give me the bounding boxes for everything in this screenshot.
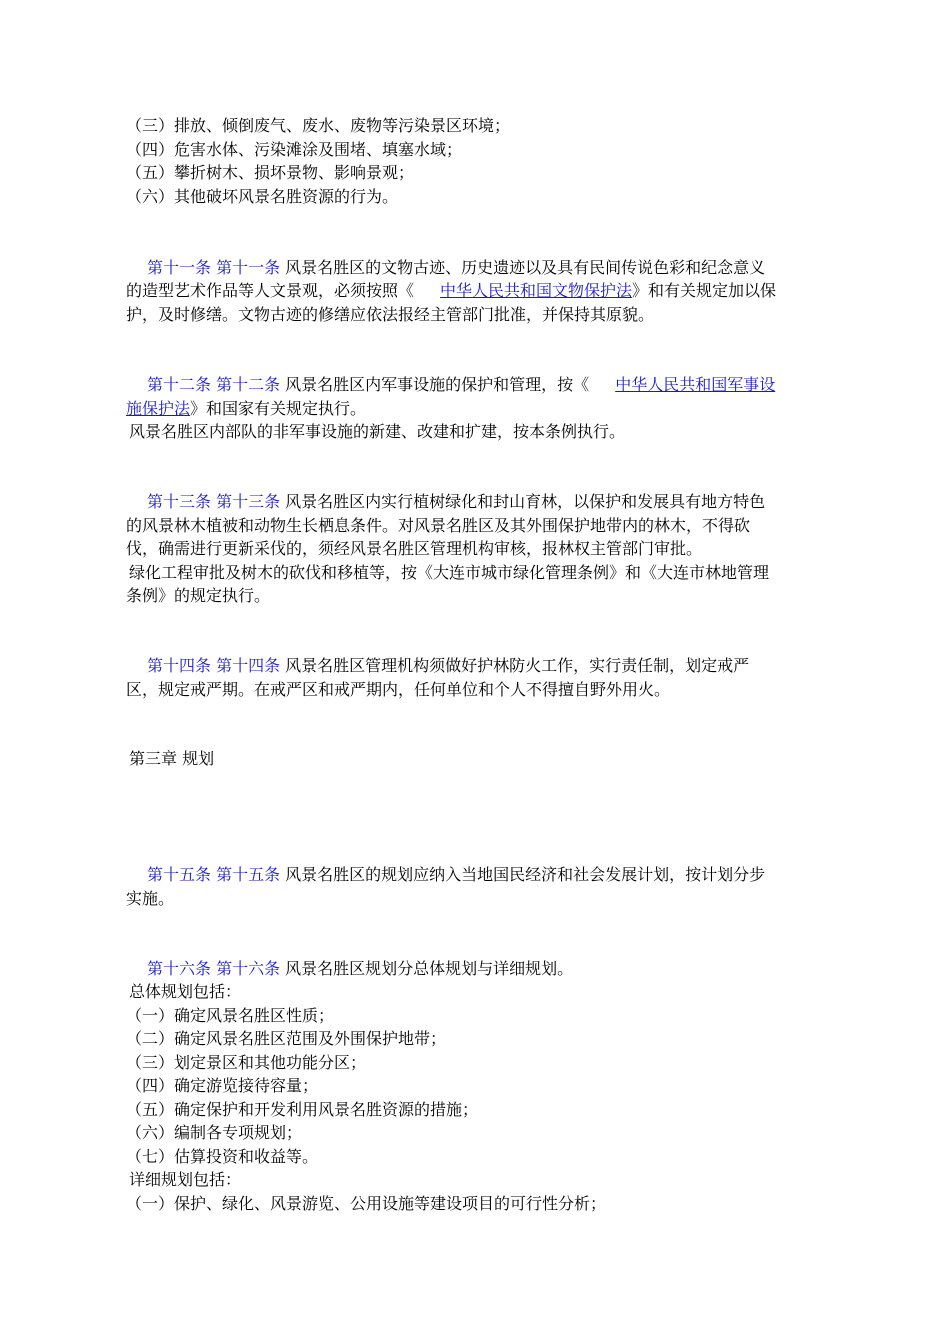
list-item: （四）危害水体、污染滩涂及围堵、填塞水域； [126,140,463,159]
list-item: （五）确定保护和开发利用风景名胜资源的措施； [126,1100,479,1119]
list-item: （七）估算投资和收益等。 [126,1147,319,1166]
list-item: （六）其他破坏风景名胜资源的行为。 [126,187,399,206]
article-12-line: 第十二条 第十二条 风景名胜区内军事设施的保护和管理，按《 中华人民共和国军事设 [147,375,776,394]
article-13-line: 第十三条 第十三条 风景名胜区内实行植树绿化和封山育林，以保护和发展具有地方特色 [147,492,766,511]
list-item: （五）攀折树木、损坏景物、影响景观； [126,163,415,182]
article-12-label: 第十二条 第十二条 [147,375,281,394]
list-item: （三）划定景区和其他功能分区； [126,1053,367,1072]
list-item: （一）保护、绿化、风景游览、公用设施等建设项目的可行性分析； [126,1194,607,1213]
article-15-line: 第十五条 第十五条 风景名胜区的规划应纳入当地国民经济和社会发展计划，按计划分步 [147,865,766,884]
article-13-line: 绿化工程审批及树木的砍伐和移植等，按《大连市城市绿化管理条例》和《大连市林地管理 [129,563,770,582]
cultural-relics-law-link[interactable]: 中华人民共和国文物保护法 [440,281,633,300]
article-14-label: 第十四条 第十四条 [147,656,281,675]
article-11-label: 第十一条 第十一条 [147,258,281,277]
list-item: （三）排放、倾倒废气、废水、废物等污染景区环境； [126,116,511,135]
article-13-label: 第十三条 第十三条 [147,492,281,511]
article-16-label: 第十六条 第十六条 [147,959,281,978]
article-13-line: 伐，确需进行更新采伐的，须经风景名胜区管理机构审核，报林权主管部门审批。 [126,539,703,558]
overall-plan-heading: 总体规划包括： [129,982,242,1001]
list-item: （二）确定风景名胜区范围及外围保护地带； [126,1029,447,1048]
article-11-line: 护，及时修缮。文物古迹的修缮应依法报经主管部门批准，并保持其原貌。 [126,305,655,324]
article-12-line: 风景名胜区内部队的非军事设施的新建、改建和扩建，按本条例执行。 [129,422,626,441]
article-11-line: 第十一条 第十一条 风景名胜区的文物古迹、历史遗迹以及具有民间传说色彩和纪念意义 [147,258,766,277]
detail-plan-heading: 详细规划包括： [129,1170,242,1189]
chapter-title: 第三章 规划 [129,749,215,768]
article-13-line: 条例》的规定执行。 [126,586,271,605]
military-facilities-law-link-cont[interactable]: 施保护法 [126,399,191,418]
article-12-line: 施保护法》和国家有关规定执行。 [126,399,367,418]
list-item: （一）确定风景名胜区性质； [126,1006,335,1025]
list-item: （六）编制各专项规划； [126,1123,303,1142]
military-facilities-law-link[interactable]: 中华人民共和国军事设 [615,375,776,394]
article-13-line: 的风景林木植被和动物生长栖息条件。对风景名胜区及其外围保护地带内的林木，不得砍 [126,516,751,535]
article-14-line: 第十四条 第十四条 风景名胜区管理机构须做好护林防火工作，实行责任制，划定戒严 [147,656,750,675]
article-15-line: 实施。 [126,889,175,908]
article-14-line: 区，规定戒严期。在戒严区和戒严期内，任何单位和个人不得擅自野外用火。 [126,680,671,699]
list-item: （四）确定游览接待容量； [126,1076,319,1095]
article-16-line: 第十六条 第十六条 风景名胜区规划分总体规划与详细规划。 [147,959,574,978]
article-11-line: 的造型艺术作品等人文景观，必须按照《 中华人民共和国文物保护法》和有关规定加以保 [126,281,777,300]
article-15-label: 第十五条 第十五条 [147,865,281,884]
